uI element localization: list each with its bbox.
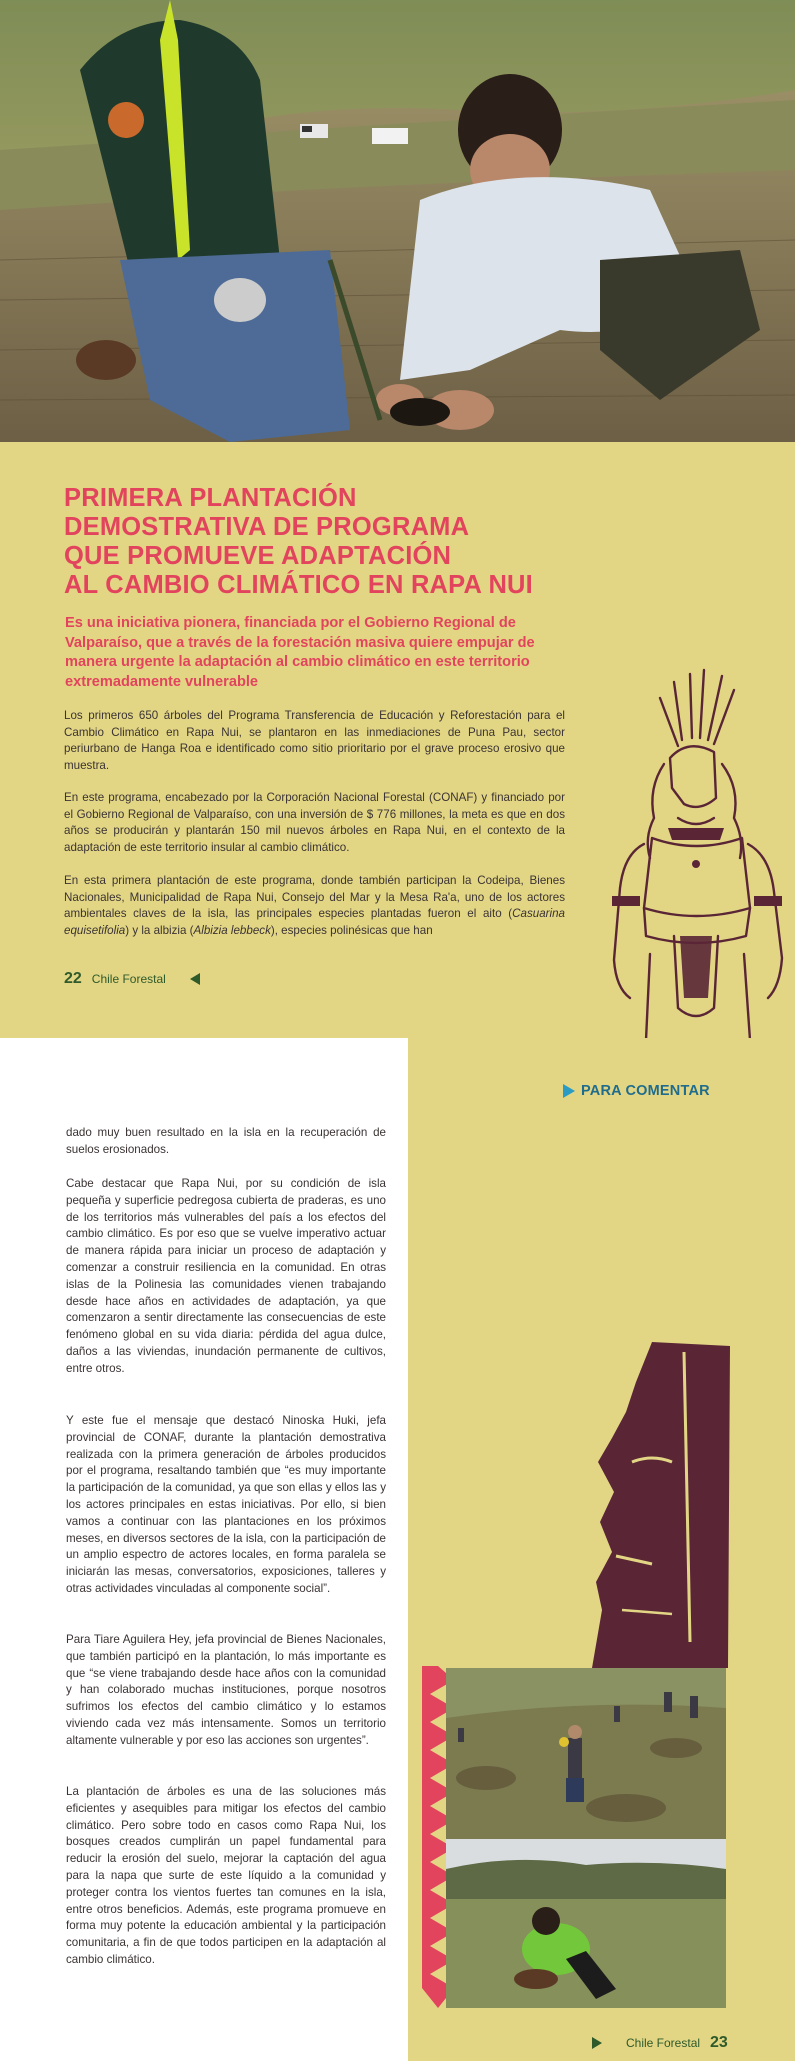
para-comentar-heading [563,1083,710,1099]
headline-line-2: DEMOSTRATIVA DE PROGRAMA [64,513,470,541]
photo-woman-illustration [446,1839,726,2008]
body-paragraph-3 [64,873,565,939]
body-paragraph-1: Los primeros 650 árboles del Programa Transferencia de Educación y Reforestación para el Cambio Climático en Rapa Nui, se plantaron en las inmediaciones de Puna Pau, sector periurbano de Hanga Roa e identificado como sitio prioritario por el grave proceso erosivo que muestra. [64,709,565,772]
body-paragraph-rapa-nui-vulnerable: Cabe destacar que Rapa Nui, por su condición de isla pequeña y superficie pedregosa cubierta de praderas, es uno de los territorios más vulnerables del país a los efectos del cambio climático. Es por eso que se vuelve imperativo actuar de manera rápida para iniciar un proceso de adaptación y comenzar a construir resiliencia en la comunidad. En otras islas de la Polinesia las comunidades vienen trabajando desde hace años en actividades de adaptación, ya que comenzaron a sentir directamente las consecuencias de este fenómeno global en su vida diaria: pérdida del agua dulce, daños a las viviendas, inundación permanente de cultivos, entre otros. [66,1177,386,1375]
page-number: 22 [64,970,82,987]
headline-line-1: PRIMERA PLANTACIÓN [64,484,357,512]
triangle-right-icon [563,1084,575,1098]
triangle-right-folio-icon [592,2037,602,2049]
photo-planting-hillside [446,1668,726,1839]
headline-line-4: AL CAMBIO CLIMÁTICO EN RAPA NUI [64,571,533,599]
hero-photo-illustration [0,0,795,442]
photo-hillside-illustration [446,1668,726,1839]
body-paragraph-2: En este programa, encabezado por la Corporación Nacional Forestal (CONAF) y financiado por el Gobierno Regional de Valparaíso, con una inversión de $ 776 millones, la meta es que en dos años se producirán y plantarán 150 mil nuevos árboles en Rapa Nui, en el contexto de la adaptación de este territorio insular al cambio climático. [64,791,565,854]
hero-photo-planting [0,0,795,442]
magazine-name-right: Chile Forestal [626,2036,701,2050]
headline-line-3: QUE PROMUEVE ADAPTACIÓN [64,542,452,570]
species-albizia: Albizia lebbeck [193,923,271,937]
photo-woman-planting [446,1839,726,2008]
body-paragraph-tiare-aguilera: Para Tiare Aguilera Hey, jefa provincial de Bienes Nacionales, que también participó en la plantación, lo más importante es que “se viene trabajando desde hace años con la comunidad y han colaborado muchas instituciones, porque nosotros sufrimos los efectos del cambio climático y lo estamos viviendo cada vez más intensamente. Somos un territorio altamente vulnerable y por eso las acciones son urgentes”. [66,1633,386,1747]
moai-illustration [592,1342,730,1668]
species-casuarina: Casuarina equisetifolia [64,907,565,937]
article-headline [64,484,584,600]
folio-left [64,970,200,988]
triangle-left-icon [190,973,200,985]
paragraph-3-mid: ) y la albizia ( [125,923,194,937]
article-lead: Es una iniciativa pionera, financiada por el Gobierno Regional de Valparaíso, que a través de la forestación masiva quiere empujar de manera urgente la adaptación al cambio climático en este territorio extremadamente vulnerable [65,615,535,690]
paragraph-3-end: ), especies polinésicas que han [270,923,433,937]
body-paragraph-continued: dado muy buen resultado en la isla en la recuperación de suelos erosionados. [66,1126,386,1156]
section-label: PARA COMENTAR [581,1083,710,1099]
body-paragraph-ninoska-huki: Y este fue el mensaje que destacó Ninoska Huki, jefa provincial de CONAF, durante la plantación demostrativa realizada con la primera generación de árboles producidos por el programa, resaltando también que “es muy importante la participación de la comunidad, ya que son ellas y ellos las y los actores principales en estas iniciativas. Por ello, si bien vamos a continuar con las plantaciones en los próximos meses, en diversos sectores de la isla, con la participación de un amplio espectro de actores locales, en forma paralela se iniciarán las mesas, conversatorios, exposiciones, talleres y otras actividades vinculadas al componente social”. [66,1414,386,1595]
magazine-name: Chile Forestal [91,972,166,986]
body-paragraph-benefits: La plantación de árboles es una de las soluciones más eficientes y asequibles para mitigar los efectos del cambio climático. Pero sobre todo en casos como Rapa Nui, los bosques creados cumplirán un papel fundamental para reducir la erosión del suelo, mejorar la captación del agua para la napa que surte de este líquido a la comunidad y proteger contra los vientos fuertes tan comunes en la isla, entre otros beneficios. Además, este programa promueve en forma muy potente la educación ambiental y la participación comunitaria, a fin de que todos participen en la adaptación al cambio climático. [66,1785,386,1966]
folio-right [592,2034,728,2052]
paragraph-3-start: En esta primera plantación de este programa, donde también participan la Codeipa, Bienes Nacionales, Municipalidad de Rapa Nui, Consejo del Mar y la Mesa Ra'a, uno de los actores ambientales claves de la isla, las principales especies plantadas fueron el aito ( [64,874,565,921]
rapa-nui-warrior-illustration [604,668,794,1040]
page-number-right: 23 [710,2034,728,2051]
